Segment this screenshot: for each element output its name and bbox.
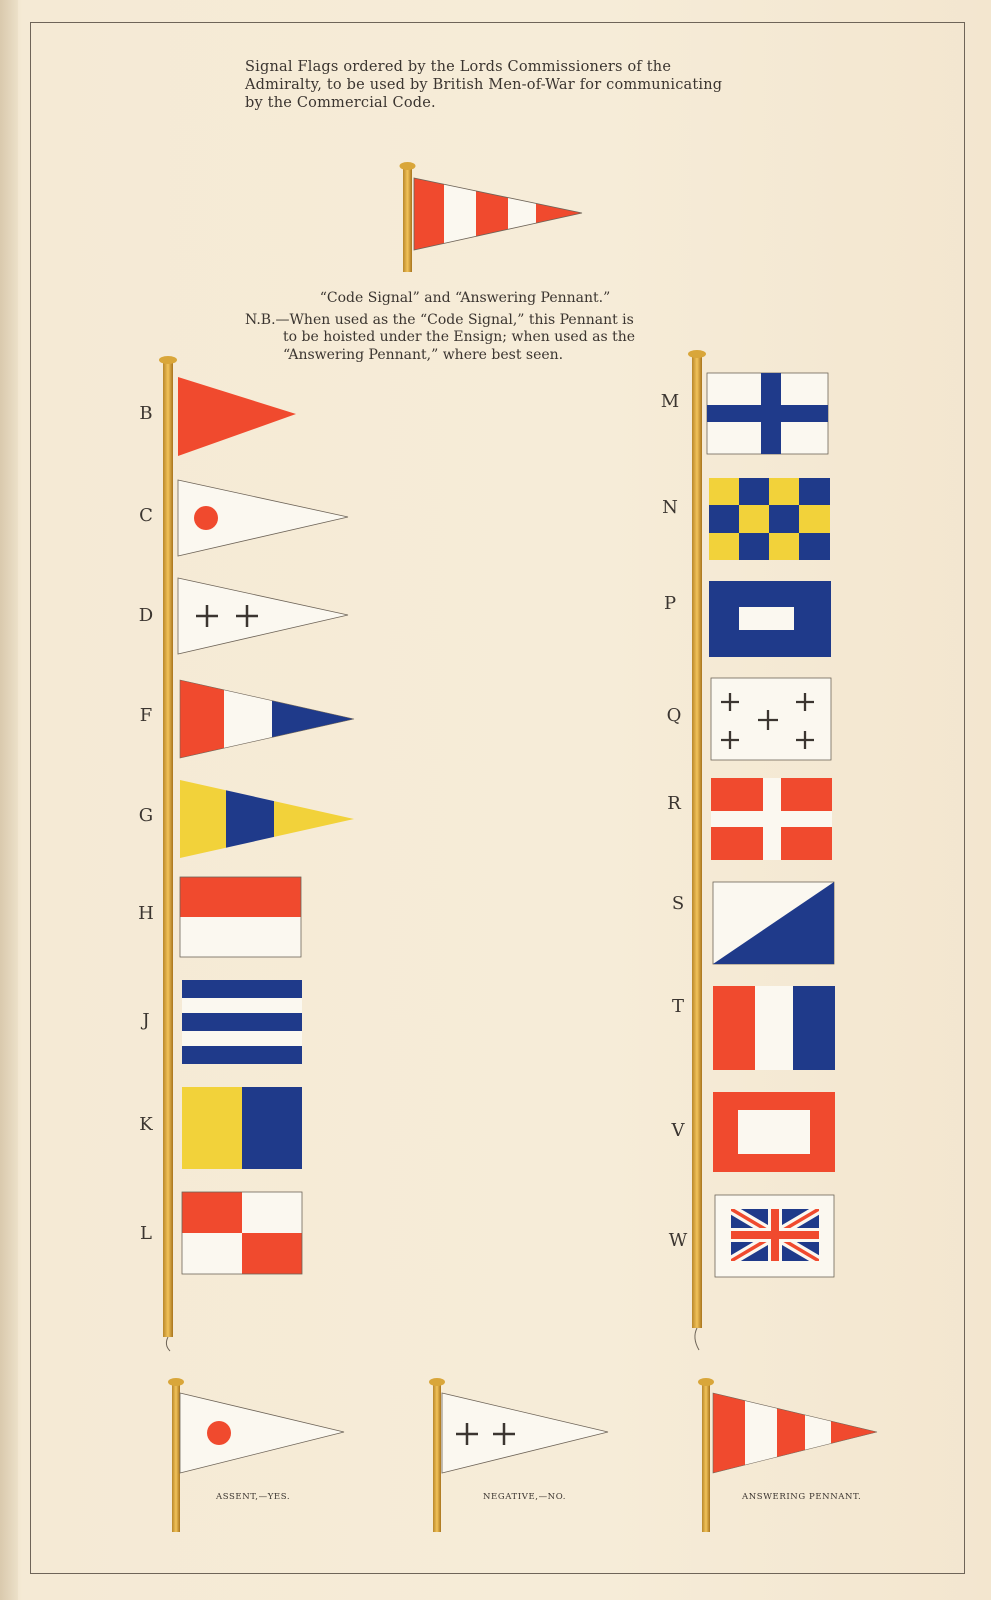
label-answering: ANSWERING PENNANT. bbox=[742, 1492, 862, 1502]
top-pole-knob bbox=[400, 162, 416, 170]
assent-pennant bbox=[168, 1378, 344, 1532]
flag-k bbox=[182, 1087, 302, 1169]
caption-note-1: N.B.—When used as the “Code Signal,” this Pennant is bbox=[245, 311, 634, 328]
caption-note-3: “Answering Pennant,” where best seen. bbox=[283, 346, 564, 363]
flag-c bbox=[178, 480, 348, 556]
letter-b: B bbox=[139, 403, 153, 424]
letter-s: S bbox=[671, 893, 685, 914]
letter-p: P bbox=[663, 593, 677, 614]
letter-j: J bbox=[142, 1010, 150, 1031]
flag-q bbox=[711, 678, 831, 760]
flag-n bbox=[709, 478, 830, 560]
letter-w: W bbox=[668, 1230, 688, 1251]
letter-h: H bbox=[138, 903, 154, 924]
caption-title: “Code Signal” and “Answering Pennant.” bbox=[319, 290, 611, 306]
flag-v bbox=[713, 1092, 835, 1172]
flag-m bbox=[707, 373, 828, 454]
left-pole-knob bbox=[159, 356, 177, 364]
letter-n: N bbox=[662, 497, 678, 518]
flag-d bbox=[178, 578, 348, 654]
flag-h bbox=[180, 877, 301, 957]
flag-p bbox=[709, 581, 831, 657]
heading-line-1: Signal Flags ordered by the Lords Commissioners of the bbox=[245, 59, 672, 75]
label-negative: NEGATIVE,—NO. bbox=[483, 1492, 567, 1502]
code-signal-pennant bbox=[400, 162, 587, 272]
union-jack-icon bbox=[731, 1209, 819, 1261]
flag-r bbox=[711, 778, 832, 860]
letter-k: K bbox=[139, 1114, 153, 1135]
heading-line-3: by the Commercial Code. bbox=[245, 95, 436, 111]
flag-t bbox=[713, 986, 835, 1070]
right-pole-knob bbox=[688, 350, 706, 358]
letter-f: F bbox=[139, 705, 153, 726]
label-assent: ASSENT,—YES. bbox=[216, 1492, 291, 1502]
letter-q: Q bbox=[666, 705, 682, 726]
right-pole bbox=[692, 356, 702, 1328]
letter-r: R bbox=[667, 793, 681, 814]
flag-f bbox=[180, 675, 362, 765]
flag-j bbox=[182, 980, 302, 1064]
flag-w bbox=[715, 1195, 834, 1277]
flag-b bbox=[178, 377, 296, 456]
left-halyard bbox=[166, 1337, 170, 1351]
flag-g bbox=[180, 775, 364, 865]
right-halyard bbox=[695, 1328, 699, 1350]
left-pole bbox=[163, 362, 173, 1337]
flag-s bbox=[713, 882, 834, 964]
caption-note-2: to be hoisted under the Ensign; when used as the bbox=[283, 329, 636, 345]
flag-l bbox=[182, 1192, 302, 1274]
letter-c: C bbox=[139, 505, 153, 526]
letter-t: T bbox=[671, 996, 684, 1017]
answering-pennant bbox=[698, 1378, 881, 1532]
letter-g: G bbox=[138, 805, 154, 826]
negative-pennant bbox=[429, 1378, 608, 1532]
letter-m: M bbox=[660, 391, 680, 412]
top-pole bbox=[403, 168, 412, 272]
letter-v: V bbox=[671, 1120, 685, 1141]
heading-line-2: Admiralty, to be used by British Men-of-War for communicating bbox=[245, 77, 723, 93]
letter-l: L bbox=[140, 1223, 152, 1244]
letter-d: D bbox=[138, 605, 154, 626]
